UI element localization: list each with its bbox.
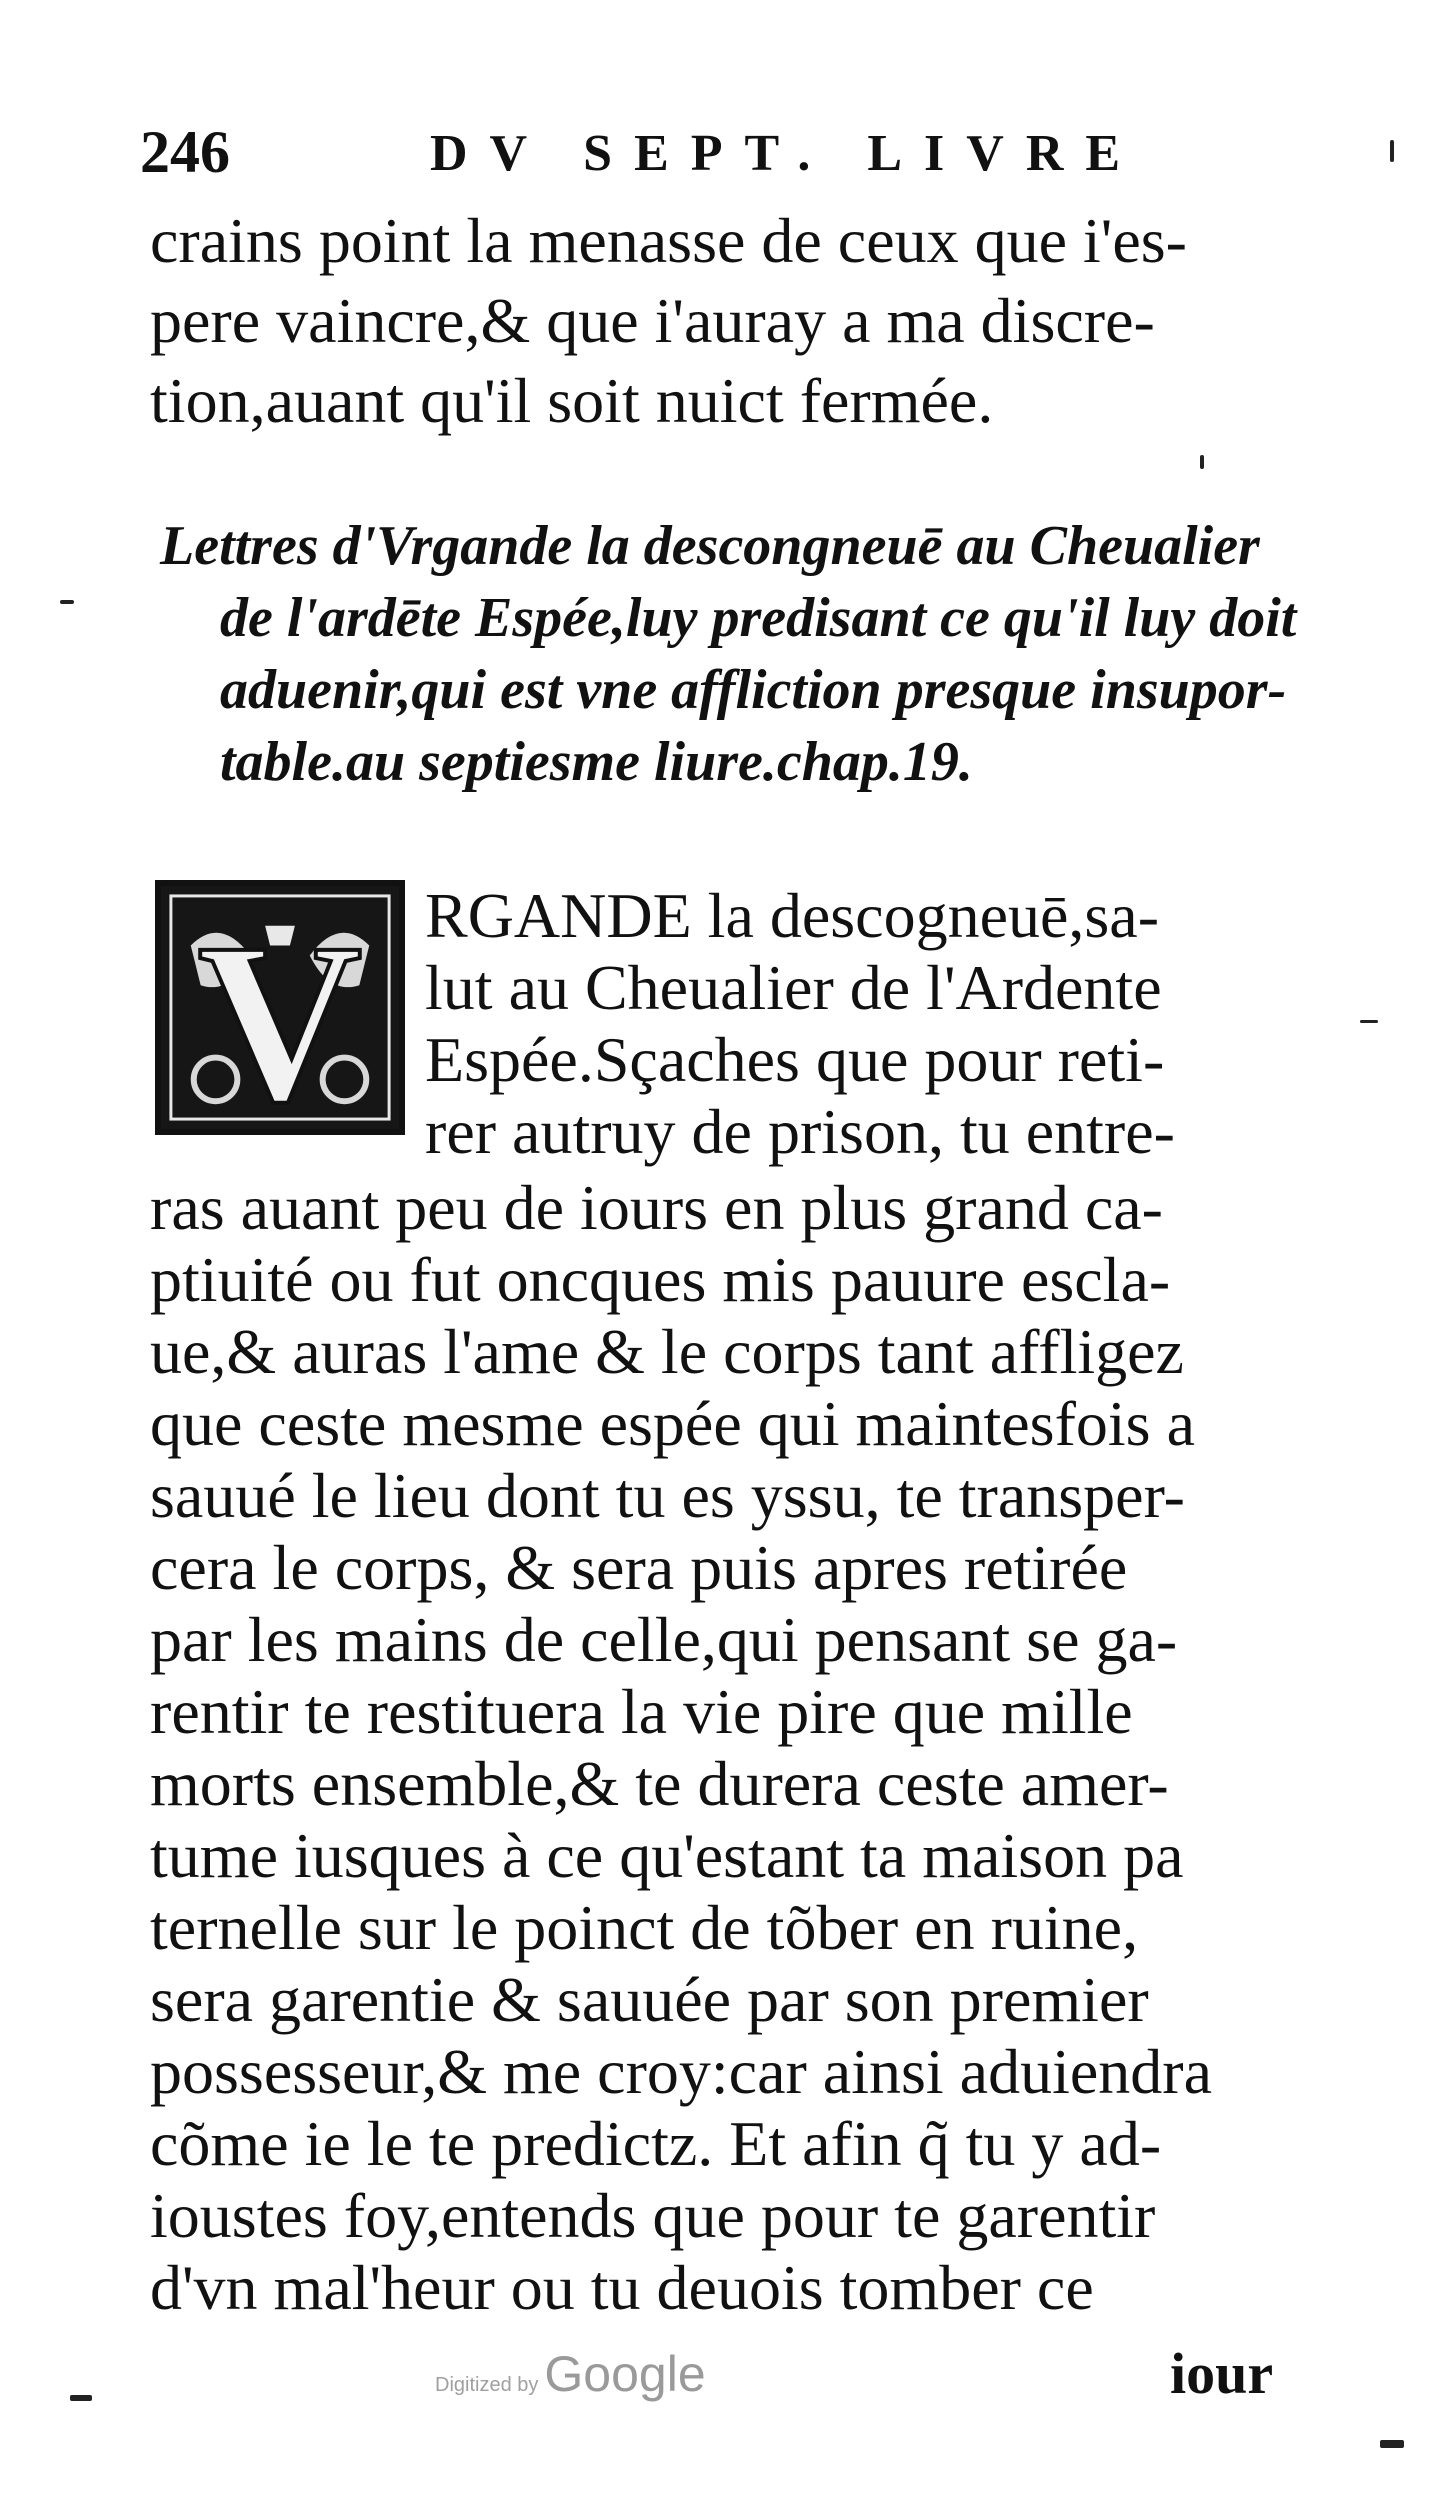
body-line: par les mains de celle,qui pensant se ga-: [150, 1604, 1178, 1675]
chapter-heading: [160, 510, 1340, 798]
print-speck: [1360, 1020, 1378, 1023]
decorated-initial: [155, 880, 405, 1135]
chapter-heading-line: aduenir,qui est vne affliction presque insupor-: [220, 659, 1287, 721]
body-line: Espée.Sçaches que pour reti-: [425, 1024, 1165, 1095]
body-line: cõme ie le te predictz. Et afin q̃ tu y ad-: [150, 2108, 1162, 2179]
body-line: RGANDE la descogneuē,sa-: [425, 880, 1159, 951]
body-line: possesseur,& me croy:car ainsi aduiendra: [150, 2036, 1212, 2107]
body-line: morts ensemble,& te durera ceste amer-: [150, 1748, 1169, 1819]
watermark-prefix: Digitized by: [435, 2374, 539, 2396]
chapter-heading-line: Lettres d'Vrgande la descongneuē au Cheualier: [160, 515, 1260, 577]
continuation-line: tion,auant qu'il soit nuict fermée.: [150, 365, 994, 436]
body-line: tume iusques à ce qu'estant ta maison pa: [150, 1820, 1184, 1891]
print-speck: [70, 2395, 92, 2401]
body-line: sauué le lieu dont tu es yssu, te transper-: [150, 1460, 1185, 1531]
running-title: DV SEPT. LIVRE: [430, 125, 1143, 182]
watermark-brand: Google: [544, 2346, 706, 2402]
digitized-watermark: [435, 2345, 706, 2403]
body-line: sera garentie & sauuée par son premier: [150, 1964, 1149, 2035]
body-line: cera le corps, & sera puis apres retirée: [150, 1532, 1128, 1603]
print-speck: [1200, 455, 1204, 469]
continuation-line: crains point la menasse de ceux que i'es-: [150, 205, 1187, 276]
print-speck: [1390, 140, 1394, 162]
body-line: ue,& auras l'ame & le corps tant affligez: [150, 1316, 1184, 1387]
body-line: lut au Cheualier de l'Ardente: [425, 952, 1162, 1023]
page-header: [140, 118, 1300, 188]
print-speck: [1380, 2440, 1404, 2448]
body-line: ras auant peu de iours en plus grand ca-: [150, 1172, 1163, 1243]
catchword: iour: [1170, 2341, 1274, 2406]
body-line: rentir te restituera la vie pire que mille: [150, 1676, 1133, 1747]
body-line: que ceste mesme espée qui maintesfois a: [150, 1388, 1195, 1459]
chapter-heading-line: table.au septiesme liure.chap.19.: [220, 731, 973, 793]
text-beside-initial: [425, 880, 1175, 1168]
body-line: rer autruy de prison, tu entre-: [425, 1096, 1175, 1167]
body-line: ioustes foy,entends que pour te garentir: [150, 2180, 1156, 2251]
body-line: ptiuité ou fut oncques mis pauure escla-: [150, 1244, 1171, 1315]
page-number: 246: [140, 119, 230, 185]
continuation-line: pere vaincre,& que i'auray a ma discre-: [150, 285, 1155, 356]
body-line: ternelle sur le poinct de tõber en ruine,: [150, 1892, 1139, 1963]
chapter-heading-line: de l'ardēte Espée,luy predisant ce qu'il luy doit: [220, 587, 1297, 649]
body-line: d'vn mal'heur ou tu deuois tomber ce: [150, 2252, 1094, 2323]
initial-letter: V: [197, 897, 363, 1129]
print-speck: [60, 600, 74, 604]
